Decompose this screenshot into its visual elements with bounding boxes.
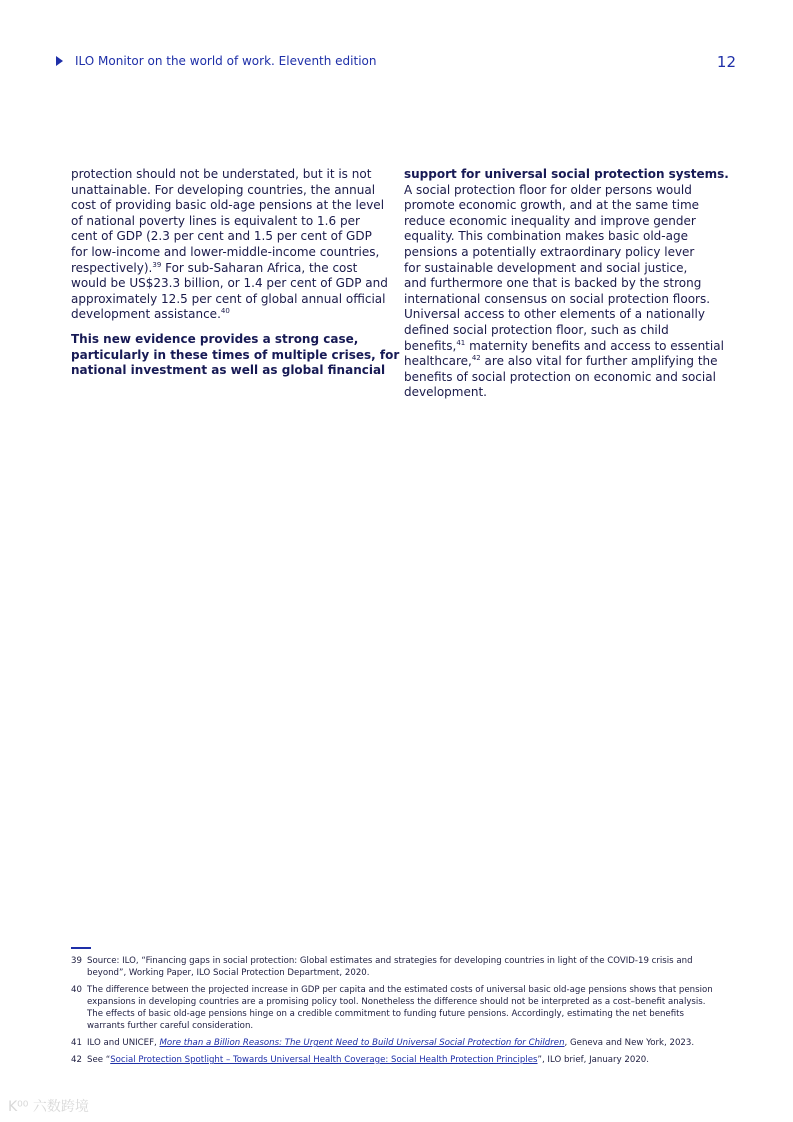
footnote-text: Source: ILO, “Financing gaps in social protection: Global estimates and strategies for developing countries in light of the COVID-19 crisis and bbox=[87, 956, 693, 966]
bold-text-line: national investment as well as global financial bbox=[71, 363, 386, 378]
footnote-41 bbox=[71, 1037, 721, 1049]
text-line: would be US$23.3 billion, or 1.4 per cent of GDP and bbox=[71, 276, 388, 291]
footnote-link[interactable]: More than a Billion Reasons: The Urgent Need to Build Universal Social Protection for Children bbox=[159, 1038, 565, 1048]
text-line: defined social protection floor, such as child bbox=[404, 322, 669, 337]
footnote-text: The effects of basic old-age pensions hinge on a credible commitment to funding future pensions. Accordingly, estimating the net benefits bbox=[87, 1009, 684, 1019]
watermark: K⁰⁰ 六数跨境 bbox=[8, 1099, 89, 1115]
text-line: cent of GDP (2.3 per cent and 1.5 per cent of GDP bbox=[71, 229, 372, 244]
bold-text-line: support for universal social protection systems. bbox=[404, 167, 729, 181]
footnote-text: See “Social Protection Spotlight – Towards Universal Health Coverage: Social Health Protection Principles”, ILO brief, January 2020. bbox=[87, 1055, 650, 1065]
footnote-number: 40 bbox=[71, 985, 82, 995]
right-column bbox=[404, 167, 729, 401]
text-line: cost of providing basic old-age pensions at the level bbox=[71, 198, 385, 213]
bold-text-line: This new evidence provides a strong case, bbox=[71, 331, 359, 346]
text-line: respectively).$^{39}$ For sub-Saharan Africa, the cost bbox=[71, 260, 358, 275]
text-line: unattainable. For developing countries, the annual bbox=[71, 182, 376, 197]
text-line: development. bbox=[404, 385, 487, 400]
footnote-link[interactable]: Social Protection Spotlight – Towards Universal Health Coverage: Social Health Protection Principles bbox=[110, 1055, 538, 1065]
page-header bbox=[56, 53, 738, 73]
bold-text-line: particularly in these times of multiple crises, for bbox=[71, 347, 400, 362]
footnote-ref-41[interactable]: 41 bbox=[456, 338, 466, 347]
footnote-ref-42[interactable]: 42 bbox=[471, 354, 481, 363]
left-column bbox=[71, 167, 400, 379]
text-line: Universal access to other elements of a nationally bbox=[404, 307, 705, 322]
text-line: approximately 12.5 per cent of global annual official bbox=[71, 291, 386, 306]
text-line: for sustainable development and social justice, bbox=[404, 260, 688, 275]
text-line: international consensus on social protection floors. bbox=[404, 291, 711, 306]
text-line: benefits of social protection on economic and social bbox=[404, 369, 716, 384]
text-line: benefits,$^{41}$ maternity benefits and access to essential bbox=[404, 338, 724, 353]
text-line: development assistance.$^{40}$ bbox=[71, 307, 230, 322]
text-line: for low-income and lower-middle-income countries, bbox=[71, 244, 380, 259]
text-line: equality. This combination makes basic old-age bbox=[404, 229, 688, 244]
text-line: A social protection floor for older persons would bbox=[404, 182, 692, 197]
footnote-divider bbox=[71, 947, 91, 949]
footnote-number: 39 bbox=[71, 956, 82, 966]
text-line: promote economic growth, and at the same time bbox=[404, 198, 700, 213]
text-line: pensions a potentially extraordinary policy lever bbox=[404, 244, 695, 259]
text-line: protection should not be understated, but it is not bbox=[71, 167, 372, 181]
footnote-39 bbox=[71, 955, 721, 979]
footnote-text: beyond”, Working Paper, ILO Social Protection Department, 2020. bbox=[87, 968, 370, 978]
footnotes bbox=[71, 955, 721, 1071]
footnote-number: 41 bbox=[71, 1038, 82, 1048]
footnote-number: 42 bbox=[71, 1055, 82, 1065]
text-line: and furthermore one that is backed by the strong bbox=[404, 276, 702, 291]
footnote-42 bbox=[71, 1054, 721, 1066]
text-line: of national poverty lines is equivalent to 1.6 per bbox=[71, 213, 360, 228]
text-line: reduce economic inequality and improve gender bbox=[404, 213, 696, 228]
header-arrow-icon bbox=[56, 56, 63, 66]
text-line: healthcare,$^{42}$ are also vital for further amplifying the bbox=[404, 354, 718, 369]
footnote-ref-40[interactable]: 40 bbox=[220, 307, 230, 316]
footnote-text: The difference between the projected increase in GDP per capita and the estimated costs of universal basic old-age pensions shows that pension bbox=[87, 985, 713, 995]
header-title: ILO Monitor on the world of work. Eleventh edition bbox=[75, 54, 377, 68]
footnote-40 bbox=[71, 984, 721, 1032]
footnote-text: warrants further careful consideration. bbox=[87, 1021, 254, 1031]
footnote-text: expansions in developing countries are a promising policy tool. Nonetheless the difference should not be interpreted as a cost–benefit analysis. bbox=[87, 997, 706, 1007]
footnote-ref-39[interactable]: 39 bbox=[152, 260, 162, 269]
page-number: 12 bbox=[716, 53, 736, 71]
footnote-text: ILO and UNICEF, More than a Billion Reasons: The Urgent Need to Build Universal Social Protection for Children, Geneva and New York, 2023. bbox=[87, 1038, 695, 1048]
